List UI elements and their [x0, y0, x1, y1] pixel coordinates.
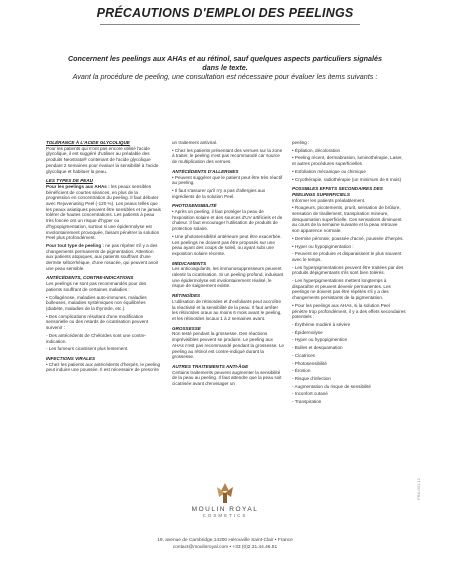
list-item: - Transpiration — [292, 399, 322, 405]
footer-contact: contact@moulinroyal.com • +33 (0)2.31.44.46.51 — [172, 545, 278, 550]
intro-line-consultation: Avant la procédure de peeling, une consultation est nécessaire pour évaluer les items suivants : — [72, 72, 378, 81]
paragraph: • Peeling récent, dermabrasion, luminothérapie, Laser, et autres procédures superficielles — [292, 155, 403, 167]
paragraph: Informer les patients préalablement. — [292, 197, 366, 203]
paragraph: Certains traitements peuvent augmenter la sensibilité de la peau au peeling. Il faut attendre que la peau soit cicatrisée avant d'envisager un — [172, 369, 282, 387]
paragraph: - Les hyperpigmentations mettent longtemps à disparaître et peuvent devenir permanentes. Les peelings ne doivent pas être répétés s'il y a des changements persistants de la pigmentation. — [292, 278, 391, 301]
brand-logo — [186, 482, 264, 518]
heading-pregnancy: GROSSESSE — [172, 325, 201, 331]
heading-medications: MÉDICAMENTS — [172, 260, 207, 266]
paragraph: • Collagénose, maladies auto-immunes, maladies bulleuses, maladies systémiques non équilibrées (diabète, maladies de la thyroïde, etc.). — [46, 294, 147, 311]
paragraph: • Épilation, décoloration — [292, 147, 341, 153]
paragraph: • Après un peeling, il faut protéger la peau de l'exposition solaire et des sources d'UV artificiels et de chaleur. Il faut encourager l'utilisation de produits de protection solaire. — [172, 209, 283, 232]
paragraph: - Des antécédents de Chéloïdes sont une contre-indication. — [46, 332, 147, 344]
heading-retinoids: RÉTINOÏDES — [172, 293, 201, 299]
paragraph: Les peelings ne sont pas recommandés pour des patients souffrant de certaines maladies : — [46, 281, 147, 292]
paragraph: Non testé pendant la grossesse. Des réactions imprévisibles peuvent se produire. Le peeling aux AHAs n'est pas recommandé pendant la grossesse. Le peeling au rétinol est contre-indiqué durant la grossesse. — [172, 331, 284, 360]
intro-line-scope: Concernent les peelings aux AHAs et au rétinol, sauf quelques aspects particuliers signalés dans le texte. — [67, 54, 383, 72]
heading-contraindications: ANTÉCÉDENTS, CONTRE-INDICATIONS — [46, 275, 134, 281]
paragraph: • Des complications résultant d'une modification sensorielle ou des retards de cicatrisation peuvent survenir : — [46, 313, 149, 331]
column-2 — [172, 140, 284, 389]
column-3 — [292, 140, 406, 407]
intro-block — [62, 54, 388, 81]
paragraph: Pour les patients qui n'ont pas encore utilisé l'acide glycolique, il est suggéré d'utiliser au préalable des produits Neostrata® contenant de l'acide glycolique pendant 2 semaines pour évaluer la sensibilité à l'acide glycolique et habituer la peau. — [46, 145, 159, 174]
paragraph: • Hyper ou hypopigmentation : — [292, 243, 354, 249]
paragraph: - Peuvent se produire et disparaissent le plus souvent avec le temps. — [292, 251, 402, 262]
paragraph: - Les hyperpigmentations peuvent être traitées par des produits dépigmentants s'ils sont bien tolérés. — [292, 264, 404, 276]
paragraph: Les anticoagulants, les immunosuppresseurs peuvent ralentir la cicatrisation. Si un peeling profond, induisant une épidermolyse est involontairement réalisé, le risque de saignement existe. — [172, 266, 284, 289]
mill-icon — [214, 482, 236, 504]
paragraph: • Pour les peelings aux AHAs, si la solution Peel pénètre trop profondément, il y a des effets secondaires potentiels : — [292, 302, 406, 320]
paragraph — [46, 243, 161, 272]
paragraph: un traitement antiviral. — [172, 140, 218, 145]
paragraph — [46, 184, 161, 241]
heading-viral-infections: INFECTIONS VIRALES — [46, 355, 96, 361]
list-item: - Érosion — [292, 368, 311, 374]
paragraph: • Cryothérapie, radiothérapie (un minimum de 6 mois) — [292, 176, 402, 182]
heading-side-effects: POSSIBLES EFFETS SECONDAIRES DES PEELINGS SUPERFICIELS — [292, 186, 383, 197]
title-underline — [100, 24, 360, 25]
paragraph: • Rougeurs, picotements, prurit, sensation de brûlure, sensation de tiraillement, transpiration mineure, desquamation superficielle. Ces sensations diminuent au cours de la semaine suivante et la peau retrouve son apparence normale. — [292, 205, 402, 234]
paragraph: • Exfoliation mécanique ou chimique — [292, 168, 366, 174]
paragraph: - Les fumeurs cicatrisent plus lentement. — [46, 346, 129, 352]
list-item: - Risque d'infection — [292, 375, 331, 381]
paragraph: • Chez les patients présentant des verrues sur la zone à traiter, le peeling n'est pas recommandé car source de multiplication des verrues. — [172, 147, 283, 165]
heading-allergies: ANTÉCÉDENTS D'ALLERGIES — [172, 168, 239, 174]
document-code: PRA-001-12 — [416, 477, 421, 500]
page-title: PRÉCAUTIONS D'EMPLOI DES PEELINGS — [96, 6, 354, 20]
brand-subtitle: COSMETICS — [202, 513, 248, 518]
paragraph: • Chez les patients aux antécédents d'herpès, le peeling peut induire une poussée. Il est nécessaire de prescrire — [46, 361, 161, 373]
heading-glycolic-tolerance: TOLÉRANCE À L'ACIDE GLYCOLIQUE — [46, 140, 130, 145]
heading-skin-types: LES TYPES DE PEAU — [46, 178, 93, 184]
list-item: - Épidermolyse — [292, 329, 323, 335]
heading-other-treatments: AUTRES TRAITEMENTS ANTI-ÂGE — [172, 363, 249, 369]
list-item: - Augmentation du risque de sensibilité — [292, 383, 371, 389]
paragraph-text: ne pas répéter s'il y a des changements permanents de pigmentation. Attention aux patients atopiques, aux patients souffrant d'une dermite séborrhéique, d'une rosacée, qui peuvent avoir une peau sensible. — [46, 242, 159, 271]
lead-text: Pour tout type de peeling : — [46, 242, 104, 248]
brand-name: MOULIN ROYAL — [191, 506, 259, 513]
paragraph: • Dermite pérorale, poussée d'acné, poussée d'herpès. — [292, 235, 404, 241]
paragraph: • Une photosensibilité antérieure peut être exacerbée. Les peelings ne doivent pas être proposés sur une peau ayant des coups de soleil, ou ayant subi une exposition solaire récente. — [172, 233, 282, 256]
list-item: - Érythème modéré à sévère — [292, 321, 351, 327]
paragraph: • Peuvent suggérer que le patient peut être très réactif au peeling. — [172, 174, 283, 186]
list-item: - Hyper ou hypopigmention — [292, 337, 348, 343]
paragraph: peeling : — [292, 140, 310, 145]
list-item: - Cicatrices — [292, 352, 315, 358]
list-item: - Inconfort cutané — [292, 391, 328, 397]
list-item: - Bulles et desquamation — [292, 345, 343, 351]
column-1 — [46, 140, 161, 375]
footer — [0, 537, 450, 551]
heading-photosensitivity: PHOTOSENSIBILITÉ — [172, 203, 217, 209]
footer-address: 19, avenue de Cambridge,14200 Hérouville Saint-Clair • France — [157, 538, 293, 543]
paragraph-text: les peaux sensibles bénéficient de courtes séances, en plus de la progression en concentration du peeling. Il faut débuter avec Rejuvenating Peel (-120 %). Les peaux telles que les peaux asiatiques peuvent être sensibles et ne jamais tolérer de hautes concentrations. Les patients à peau très foncée ont un risque d'hyper ou d'hypopigmentation, surtout si une épidermolyse est involontairement provoquée, faisant pénétrer la solution Peel plus profondément. — [46, 183, 161, 241]
paragraph: L'utilisation de rétinoïdes et d'exfoliants peut accroître la réactivité et la sensibilité de la peau. Il faut arrêter les rétinoïdes oraux au moins 6 mois avant le peeling, et les rétinoïdes locaux 1 à 2 semaines avant. — [172, 298, 282, 321]
list-item: - Photosensibilité — [292, 360, 327, 366]
lead-text: Pour les peelings aux AHAs : — [46, 183, 110, 189]
paragraph: • Il faut s'assurer qu'il n'y a pas d'allergies aux ingrédients de la solution Peel. — [172, 187, 266, 199]
